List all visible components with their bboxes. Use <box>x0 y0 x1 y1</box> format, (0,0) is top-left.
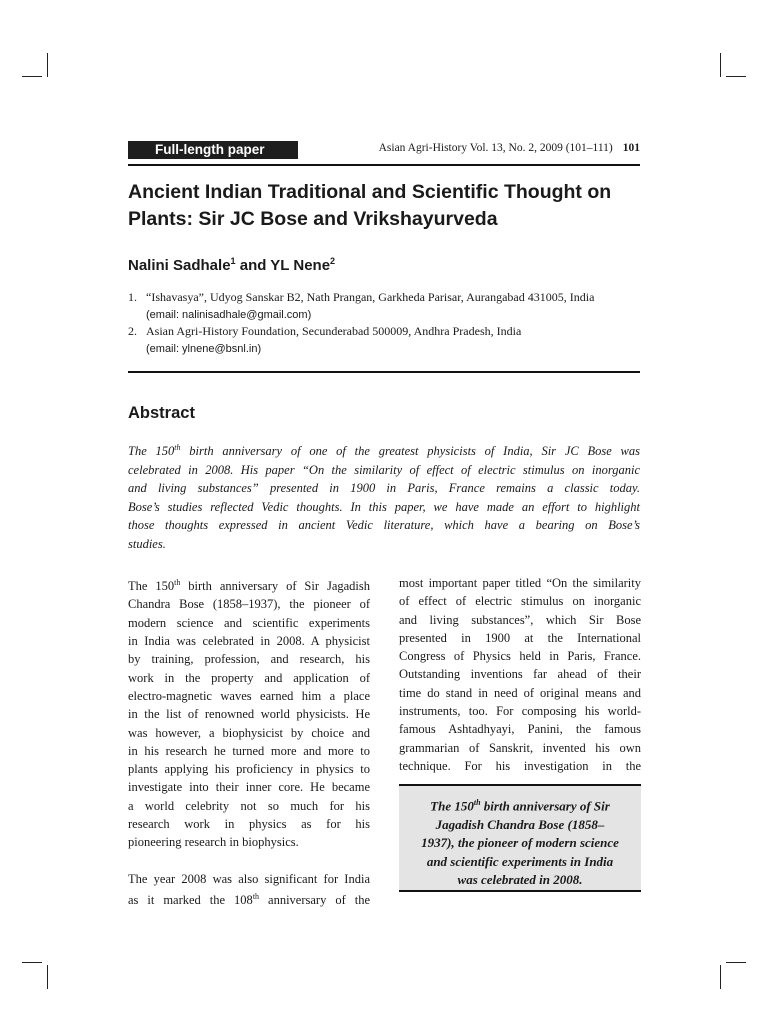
body-column-right <box>399 574 641 775</box>
body-line: instruments, too. For composing his world- <box>399 704 641 719</box>
abstract-fragment: The 150 <box>128 444 175 459</box>
crop-mark-top-right-h <box>726 76 746 77</box>
crop-mark-top-right-v <box>720 53 721 77</box>
running-header <box>128 140 640 162</box>
superscript: th <box>174 443 181 452</box>
header-rule <box>128 164 640 166</box>
body-line: work in the property and application of <box>128 670 370 685</box>
body-line: Congress of Physics held in Paris, France. <box>399 649 641 664</box>
section-label: Full-length paper <box>128 141 298 159</box>
body-line: Outstanding inventions far ahead of their <box>399 667 641 682</box>
abstract-line: and living substances” presented in 1900 in Paris, France remains a classic today. <box>128 481 640 496</box>
body-line: in the list of renowned world physicists. He <box>128 707 370 722</box>
body-line: modern science and scientific experiments <box>128 615 370 630</box>
body-line: time do stand in need of original means and <box>399 685 641 700</box>
body-line: pioneering research in biophysics. <box>128 835 299 850</box>
affiliation-address: “Ishavasya”, Udyog Sanskar B2, Nath Prangan, Garkheda Parisar, Aurangabad 431005, India <box>146 290 595 304</box>
crop-mark-top-left-v <box>47 53 48 77</box>
pull-quote-line: and scientific experiments in India <box>426 853 614 869</box>
affiliation-address: Asian Agri-History Foundation, Secunderabad 500009, Andhra Pradesh, India <box>146 324 522 338</box>
body-line: of effect of electric stimulus on inorganic <box>399 594 641 609</box>
pull-quote-line: was celebrated in 2008. <box>457 872 583 888</box>
pull-quote-fragment: birth anniversary of Sir <box>480 798 610 814</box>
paper-title <box>128 179 648 233</box>
body-line: research work in physics as for his <box>128 817 370 832</box>
title-line-1: Ancient Indian Traditional and Scientific Thought on <box>128 181 612 203</box>
pull-quote-fragment: The 150 <box>430 798 474 814</box>
author-1: Nalini Sadhale <box>128 257 231 274</box>
abstract-fragment: birth anniversary of one of the greatest physicists of India, Sir JC Bose was <box>180 444 640 459</box>
paragraph-gap <box>128 852 370 870</box>
pull-quote-line: 1937), the pioneer of modern science <box>421 835 619 851</box>
affiliation-email: (email: ylnene@bsnl.in) <box>146 343 262 355</box>
body-fragment: birth anniversary of Sir Jagadish <box>180 579 370 594</box>
pull-quote <box>399 784 641 892</box>
body-fragment: The 150 <box>128 579 175 594</box>
body-line: in his research he turned more and more to <box>128 743 370 758</box>
body-line: a world celebrity not so much for his <box>128 798 370 813</box>
author-2-affil-marker: 2 <box>330 256 336 266</box>
body-line: grammarian of Sanskrit, invented his own <box>399 740 641 755</box>
body-line <box>128 888 370 909</box>
abstract-text <box>128 439 640 553</box>
body-fragment: as it marked the 108 <box>128 893 253 908</box>
body-line: Chandra Bose (1858–1937), the pioneer of <box>128 597 370 612</box>
abstract-line <box>128 439 640 461</box>
crop-mark-bottom-right-h <box>726 962 746 963</box>
body-line: and living substances”, which Sir Bose <box>399 612 641 627</box>
body-line: in India was celebrated in 2008. A physicist <box>128 634 370 649</box>
affiliation-rule <box>128 371 640 373</box>
body-line: was however, a biophysicist by choice and <box>128 725 370 740</box>
body-line <box>128 574 370 595</box>
author-1-affil-marker: 1 <box>230 256 236 266</box>
body-line: famous Ashtadhyayi, Panini, the famous <box>399 722 641 737</box>
affiliation-2 <box>128 322 648 358</box>
crop-mark-top-left-h <box>22 76 42 77</box>
body-line: most important paper titled “On the similarity <box>399 576 641 590</box>
journal-citation <box>379 142 640 154</box>
crop-mark-bottom-left-v <box>47 965 48 989</box>
title-line-2: Plants: Sir JC Bose and Vrikshayurveda <box>128 208 498 230</box>
abstract-line: those thoughts expressed in ancient Vedic literature, which have a bearing on Bose’s <box>128 518 640 533</box>
abstract-line: studies. <box>128 536 166 551</box>
citation-text: Asian Agri-History Vol. 13, No. 2, 2009 (101–111) <box>378 142 613 154</box>
abstract-line: Bose’s studies reflected Vedic thoughts. In this paper, we have made an effort to highlight <box>128 499 640 514</box>
superscript: th <box>174 578 181 587</box>
body-line: The year 2008 was also significant for India <box>128 871 370 886</box>
pull-quote-line: Jagadish Chandra Bose (1858– <box>435 816 605 832</box>
author-2: YL Nene <box>270 257 331 274</box>
body-line: technique. For his investigation in the <box>399 758 641 773</box>
pull-quote-line <box>399 794 641 816</box>
page-number: 101 <box>622 142 640 154</box>
affiliation-number: 2. <box>128 324 137 338</box>
crop-mark-bottom-left-h <box>22 962 42 963</box>
abstract-line: celebrated in 2008. His paper “On the similarity of effect of electric stimulus on inorganic <box>128 462 640 477</box>
superscript: th <box>473 798 481 807</box>
affiliation-email: (email: nalinisadhale@gmail.com) <box>146 309 312 321</box>
body-line: plants applying his proficiency in physics to <box>128 762 370 777</box>
body-line: electro-magnetic waves earned him a place <box>128 688 370 703</box>
abstract-heading: Abstract <box>128 404 195 422</box>
crop-mark-bottom-right-v <box>720 965 721 989</box>
author-conjunction: and <box>235 257 271 274</box>
authors <box>128 256 335 274</box>
body-column-left <box>128 574 370 909</box>
body-fragment: anniversary of the <box>259 893 370 908</box>
affiliation-number: 1. <box>128 290 137 304</box>
body-line: presented in 1900 at the International <box>399 630 641 645</box>
affiliation-1 <box>128 288 648 324</box>
superscript: th <box>252 891 260 901</box>
body-line: investigate into their inner core. He became <box>128 780 370 795</box>
body-line: by training, profession, and research, his <box>128 652 370 667</box>
